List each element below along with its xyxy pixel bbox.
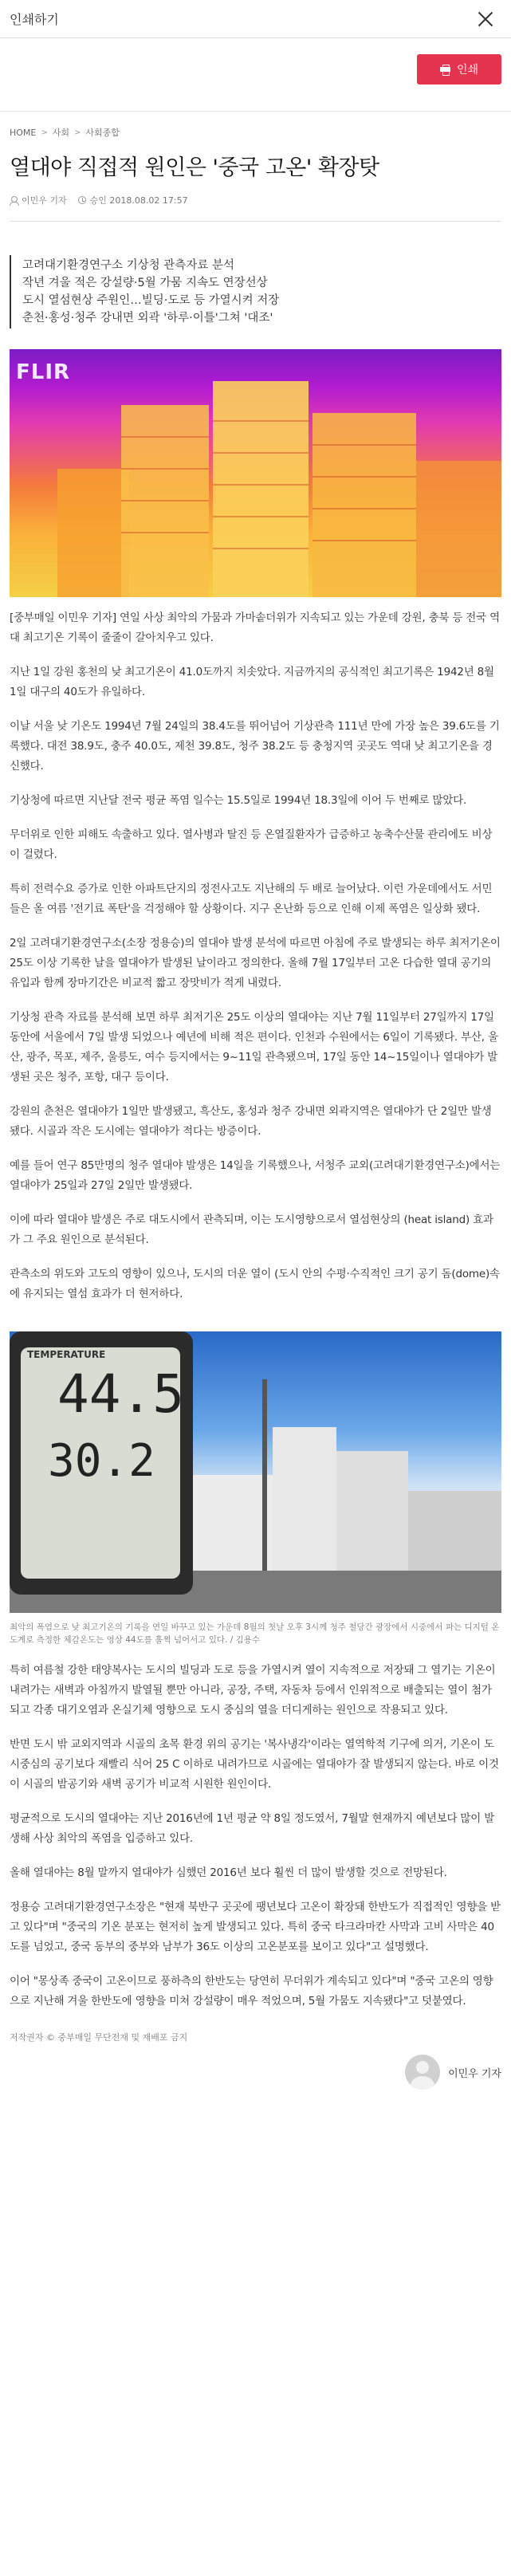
thermal-image-photo bbox=[10, 349, 501, 597]
paragraph: 이에 따라 열대야 발생은 주로 대도시에서 관측되며, 이는 도시영향으로서 열섬현상의 (heat island) 효과가 그 주요 원인으로 분석된다. bbox=[10, 1213, 493, 1246]
breadcrumb bbox=[10, 126, 501, 139]
approved-date: 승인 2018.08.02 17:57 bbox=[89, 195, 188, 206]
paragraph: 예를 들어 연구 85만명의 청주 열대야 발생은 14일을 기록했으나, 서청주 교외(고려대기환경연구소)에서는 열대야가 25일과 27일 2일만 발생됐다. bbox=[10, 1159, 501, 1192]
footer-author-name: 이민우 기자 bbox=[448, 2067, 501, 2080]
subheading: 고려대기환경연구소 기상청 관측자료 분석 bbox=[22, 259, 234, 272]
paragraph: 반면 도시 밖 교외지역과 시골의 초목 환경 위의 공기는 '복사냉각'이라는 열역학적 기구에 의거, 기온이 도시중심의 공기보다 재빨리 식어 25 C 이하로 내려가므로 시골에는 열대야가 잘 발생되지 않는다. 바로 이것이 시골의 밤공기와 새벽 공기가 비교적 시원한 원인이다. bbox=[10, 1738, 499, 1791]
clock-icon bbox=[78, 196, 86, 204]
chevron-right-icon: > bbox=[41, 128, 48, 137]
paragraph: 올해 열대야는 8월 말까지 열대야가 심했던 2016년 보다 훨씬 더 많이 발생할 것으로 전망된다. bbox=[10, 1866, 447, 1879]
publish-info bbox=[78, 194, 188, 206]
author-name: 이민우 기자 bbox=[22, 195, 67, 206]
paragraph: 강원의 춘천은 열대야가 1일만 발생됐고, 흑산도, 홍성과 청주 강내면 외곽지역은 열대야가 단 2일만 발생됐다. 시골과 작은 도시에는 열대야가 적다는 방증이다. bbox=[10, 1105, 492, 1138]
article bbox=[0, 126, 511, 2096]
paragraph: 이어 "몽상족 중국이 고온이므로 풍하측의 한반도는 당연히 무더위가 계속되고 있다"며 "중국 고온의 영향으로 지난해 겨울 한반도에 영향을 미쳐 강설량이 매우 적었으며, 5월 가뭄도 지속됐다"고 덧붙였다. bbox=[10, 1975, 493, 2008]
paragraph: 기상청 관측 자료를 분석해 보면 하루 최저기온 25도 이상의 열대야는 지난 7월 11일부터 27일까지 17일 동안에 서울에서 7일 발생 되었으나 예년에 비해 적은 편이다. 인천과 수원에서는 6일이 기록됐다. 부산, 울산, 광주, 목포, 제주, 울릉도, 여수 등지에서는 9~11일 관측됐으며, 17일 동안 14~15일이나 열대야가 발생된 곳은 청주, 포항, 대구 등이다. bbox=[10, 1011, 498, 1083]
copyright-notice: 저작권자 © 중부매일 무단전재 및 재배포 금지 bbox=[10, 2032, 188, 2043]
printer-icon bbox=[440, 65, 450, 74]
thermometer-label: TEMPERATURE bbox=[27, 1349, 106, 1360]
subheading: 작년 겨울 적은 강설량·5월 가뭄 지속도 연장선상 bbox=[22, 277, 268, 289]
paragraph: 평균적으로 도시의 열대야는 지난 2016년에 1년 평균 약 8일 정도였서, 7월말 현재까지 예년보다 많이 발생해 사상 최악의 폭염을 입증하고 있다. bbox=[10, 1812, 495, 1845]
breadcrumb-subsection[interactable]: 사회종합 bbox=[85, 128, 120, 138]
paragraph: 무더위로 인한 피해도 속출하고 있다. 열사병과 탈진 등 온열질환자가 급증하고 농축수산물 관리에도 비상이 걸렸다. bbox=[10, 828, 493, 861]
photo-caption: 최악의 폭염으로 낮 최고기온의 기록을 연일 바꾸고 있는 가운데 8월의 첫날 오후 3시께 청주 철당간 광장에서 시중에서 파는 디지털 온도계로 측정한 체감온도는 영상 44도를 훌쩍 넘어서고 있다. / 김용수 bbox=[10, 1622, 500, 1645]
article-body-continued bbox=[10, 1661, 501, 2012]
thermal-building-graphic bbox=[10, 349, 501, 597]
paragraph: 지난 1일 강원 홍천의 낮 최고기온이 41.0도까지 치솟았다. 지금까지의 공식적인 최고기록은 1942년 8월 1일 대구의 40도가 유일하다. bbox=[10, 666, 494, 698]
paragraph: 정용승 고려대기환경연구소장은 "현재 북반구 곳곳에 팽년보다 고온이 확장돼 한반도가 직접적인 영향을 받고 있다"며 "중국의 기온 분포는 현저히 높게 발생되고 있다. 특히 중국 타크라마칸 사막과 고비 사막은 40도를 넘었고, 중국 동부의 중부와 남부가 36도 이상의 고온분포를 보이고 있다"고 설명했다. bbox=[10, 1901, 501, 1953]
article-body bbox=[10, 608, 501, 1304]
thermometer-reading-secondary: 30.2 bbox=[48, 1435, 155, 1487]
paragraph: [중부매일 이민우 기자] 연일 사상 최악의 가뭄과 가마솥더위가 지속되고 있는 가운데 강원, 충북 등 전국 역대 최고기온 기록이 줄줄이 갈아치우고 있다. bbox=[10, 612, 500, 644]
thermometer-reading: 44.5 bbox=[57, 1363, 184, 1425]
paragraph: 2일 고려대기환경연구소(소장 정용승)의 열대야 발생 분석에 따르면 아침에 주로 발생되는 하루 최저기온이 25도 이상 기록한 날을 열대야가 발생된 날이라고 정의한다. 올해 7월 17일부터 고온 다습한 열대 공기의 유입과 함께 장마기간은 비교적 짧고 장맛비가 적게 내렸다. bbox=[10, 937, 501, 989]
article-headline: 열대야 직접적 원인은 '중국 고온' 확장탓 bbox=[10, 155, 379, 180]
paragraph: 기상청에 따르면 지난달 전국 평균 폭염 일수는 15.5일로 1994년 18.3일에 이어 두 번째로 많았다. bbox=[10, 794, 467, 807]
article-subheadings bbox=[10, 255, 501, 328]
flir-logo: FLIR bbox=[16, 360, 71, 384]
print-button-label: 인쇄 bbox=[456, 64, 479, 77]
subheading: 춘천·홍성·청주 강내면 외곽 '하루·이틀'그쳐 '대조' bbox=[22, 312, 273, 324]
subheading: 도시 열섬현상 주원인…빌딩·도로 등 가열시켜 저장 bbox=[22, 294, 280, 307]
breadcrumb-home[interactable]: HOME bbox=[10, 127, 37, 138]
article-meta bbox=[10, 194, 501, 222]
avatar bbox=[405, 2055, 440, 2090]
paragraph: 관측소의 위도와 고도의 영향이 있으나, 도시의 더운 열이 (도시 안의 수평·수직적인 크기 공기 돔(dome)속에 유지되는 열섬 효과가 더 현저하다. bbox=[10, 1268, 500, 1300]
user-icon bbox=[10, 196, 18, 205]
close-icon[interactable] bbox=[476, 10, 495, 29]
paragraph: 이날 서울 낮 기온도 1994년 7월 24일의 38.4도를 뛰어넘어 기상관측 111년 만에 가장 높은 39.6도를 기록했다. 대전 38.9도, 충주 40.0도, 제천 39.8도, 청주 38.2도 등 충청지역 곳곳도 역대 낮 최고기온을 경신했다. bbox=[10, 720, 500, 773]
paragraph: 특히 여름철 강한 태양복사는 도시의 빌딩과 도로 등을 가열시켜 열이 지속적으로 저장돼 그 열기는 기온이 내려가는 새벽과 아침까지 발열될 뿐만 아니라, 공장, 주택, 자동차 등에서 인위적으로 배출되는 열이 첨가되고 각종 대기오염과 온실기체 영향으로 도시 중심의 열을 더디게하는 원인으로 작용되고 있다. bbox=[10, 1664, 496, 1717]
paragraph: 특히 전력수요 증가로 인한 아파트단지의 정전사고도 지난해의 두 배로 늘어났다. 이런 가운데에서도 서민들은 올 여름 '전기료 폭탄'을 걱정해야 할 상황이다. 지구 온난화 등으로 인해 이제 폭염은 일상화 됐다. bbox=[10, 883, 493, 915]
author-info bbox=[10, 194, 67, 206]
print-toolbar bbox=[0, 38, 511, 112]
print-button[interactable] bbox=[417, 54, 501, 85]
print-header bbox=[0, 0, 511, 38]
breadcrumb-section[interactable]: 사회 bbox=[52, 128, 70, 138]
page-title: 인쇄하기 bbox=[10, 12, 59, 27]
chevron-right-icon: > bbox=[74, 128, 81, 137]
author-footer bbox=[10, 2055, 501, 2096]
street-thermometer-photo bbox=[10, 1331, 501, 1613]
